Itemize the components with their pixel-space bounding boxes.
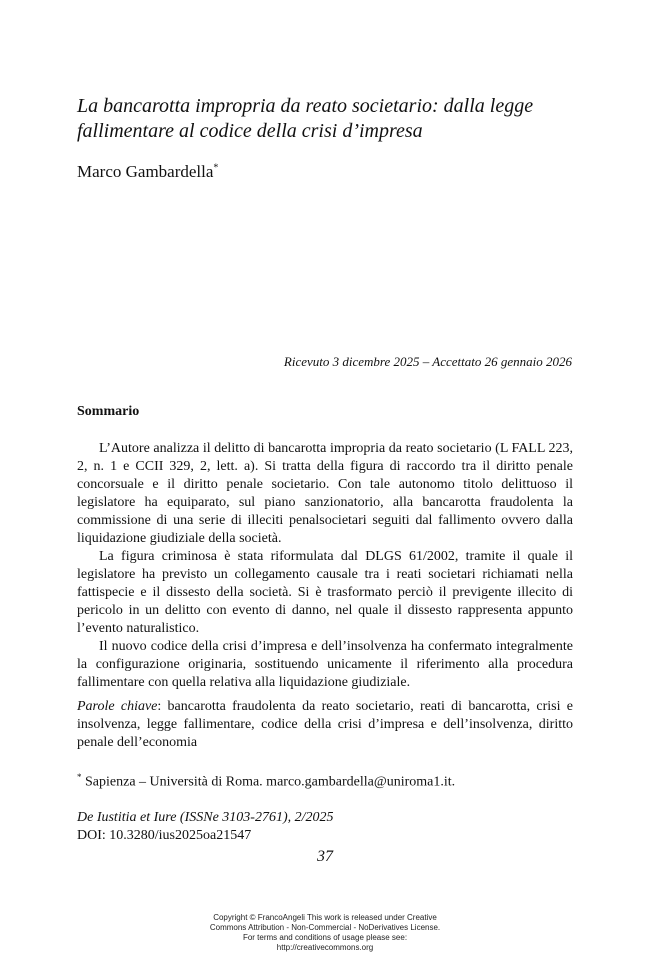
summary-heading: Sommario [77,404,140,419]
article-title: La bancarotta impropria da reato societario: dalla legge fallimentare al codice della crisi d’impresa [77,95,534,142]
summary-paragraph: La figura criminosa è stata riformulata dal DLGS 61/2002, tramite il quale il legislatore ha previsto un collegamento causale tra i reati societari richiamati nella fattispecie e il dissesto della società. Si è trasformato perciò il previgente illecito di pericolo in un delitto con evento di danno, nel quale il dissesto rappresenta appunto l’evento naturalistico. [77,549,573,636]
keywords-paragraph [77,698,573,752]
summary-paragraph: Il nuovo codice della crisi d’impresa e dell’insolvenza ha confermato integralmente la configurazione originaria, sostituendo unicamente il riferimento alla procedura fallimentare con quella relativa alla liquidazione giudiziale. [77,639,573,690]
journal-name: De Iustitia et Iure (ISSNe 3103-2761), 2/2025 [77,810,334,825]
copyright-line: Commons Attribution - Non-Commercial - NoDerivatives License. [209,923,441,932]
summary-paragraph: L’Autore analizza il delitto di bancarotta impropria da reato societario (L FALL 223, 2, n. 1 e CCII 329, 2, lett. a). Si tratta della figura di raccordo tra il diritto penale concorsuale e il diritto penale societario. Con tale autonomo titolo delittuoso il legislatore ha equiparato, sul piano sanzionatorio, alla bancarotta fraudolenta la commissione di una serie di illeciti penalsocietari seguiti dal fallimento ovvero dalla liquidazione giudiziale della società. [77,441,573,546]
creativecommons-link[interactable]: http://creativecommons.org [276,943,374,952]
footnote-text: Sapienza – Università di Roma. marco.gambardella@uniroma1.it. [81,774,456,790]
author-footnote-mark[interactable]: * [213,162,219,174]
copyright-line: Copyright © FrancoAngeli This work is released under Creative [213,913,437,922]
footnote-mark: * [77,772,82,782]
keywords-text: : bancarotta fraudolenta da reato societario, reati di bancarotta, crisi e insolvenza, legge fallimentare, codice della crisi d’impresa e dell’insolvenza, diritto penale dell’economia [77,699,573,750]
copyright-line: For terms and conditions of usage please see: [242,933,408,942]
page-number: 37 [317,848,333,865]
summary-body [77,440,573,692]
received-accepted-dates: Ricevuto 3 dicembre 2025 – Accettato 26 gennaio 2026 [283,354,572,369]
author-line [77,162,218,182]
keywords-label: Parole chiave [77,699,158,714]
doi[interactable]: DOI: 10.3280/ius2025oa21547 [77,828,252,843]
author-name: Marco Gambardella [77,162,214,181]
author-affiliation-footnote [77,772,455,791]
journal-info [77,809,334,845]
copyright-notice [180,913,470,953]
